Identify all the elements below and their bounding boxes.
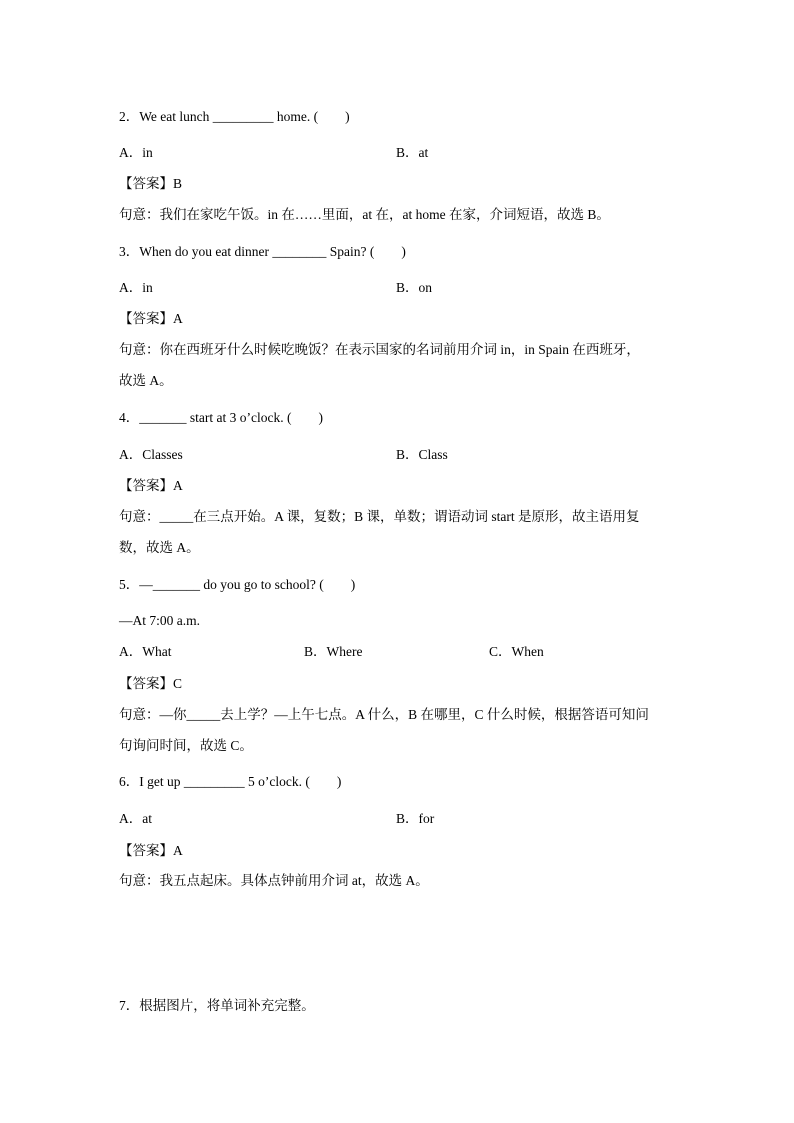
question-4-answer: 【答案】A (119, 478, 183, 493)
question-4-option-a: A．Classes (119, 447, 183, 462)
question-6-answer: 【答案】A (119, 843, 183, 858)
question-6-explanation-line-1: 句意：我五点起床。具体点钟前用介词 at，故选 A。 (119, 873, 429, 888)
question-3-explanation-line-1: 句意：你在西班牙什么时候吃晚饭？在表示国家的名词前用介词 in，in Spain 在西班牙， (119, 342, 640, 357)
question-4-explanation-line-2: 数，故选 A。 (119, 540, 200, 555)
question-2-answer: 【答案】B (119, 176, 183, 191)
question-5-option-b: B．Where (304, 644, 363, 659)
question-5-option-a: A．What (119, 644, 172, 659)
question-2-stem: 2．We eat lunch _________ home. ( ) (119, 109, 350, 124)
question-5-reply: —At 7:00 a.m. (119, 613, 200, 628)
question-7-stem: 7．根据图片，将单词补充完整。 (119, 998, 315, 1013)
question-2-option-a: A．in (119, 145, 153, 160)
question-3-explanation-line-2: 故选 A。 (119, 373, 173, 388)
question-3-option-b: B．on (396, 280, 433, 295)
question-6-option-a: A．at (119, 811, 152, 826)
question-3-option-a: A．in (119, 280, 153, 295)
question-5-explanation-line-1: 句意：—你_____去上学？—上午七点。A 什么，B 在哪里，C 什么时候，根据答语可知问 (119, 707, 649, 722)
question-4-explanation-line-1: 句意：_____在三点开始。A 课，复数；B 课，单数；谓语动词 start 是原形，故主语用复 (119, 509, 640, 524)
question-3-answer: 【答案】A (119, 311, 183, 326)
question-6-stem: 6．I get up _________ 5 o’clock. ( ) (119, 774, 342, 789)
question-2-explanation-line-1: 句意：我们在家吃午饭。in 在……里面，at 在，at home 在家，介词短语，故选 B。 (119, 207, 610, 222)
question-5-stem: 5．—_______ do you go to school? ( ) (119, 577, 356, 592)
question-5-answer: 【答案】C (119, 676, 183, 691)
question-2-option-b: B．at (396, 145, 429, 160)
question-5-explanation-line-2: 句询问时间，故选 C。 (119, 738, 253, 753)
question-4-stem: 4．_______ start at 3 o’clock. ( ) (119, 410, 323, 425)
question-3-stem: 3．When do you eat dinner ________ Spain? ( ) (119, 244, 406, 259)
question-5-option-c: C．When (489, 644, 544, 659)
question-4-option-b: B．Class (396, 447, 448, 462)
question-6-option-b: B．for (396, 811, 435, 826)
